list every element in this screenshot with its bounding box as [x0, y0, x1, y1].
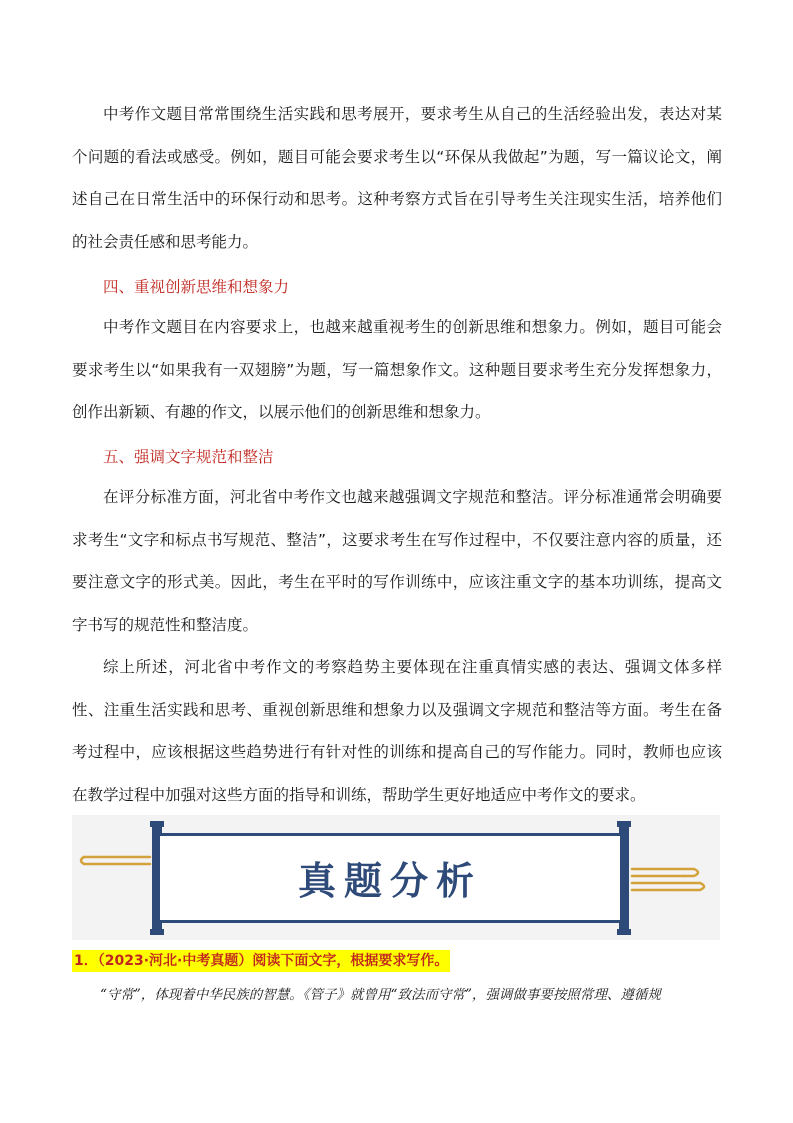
section-banner — [72, 815, 720, 940]
scroll-cap-bottom-right — [617, 929, 631, 935]
paragraph-life-practice: 中考作文题目常常围绕生活实践和思考展开，要求考生从自己的生活经验出发，表达对某个问题的看法或感受。例如，题目可能会要求考生以“环保从我做起”为题，写一篇议论文，阐述自己在日常生活中的环保行动和思考。这种考察方式旨在引导考生关注现实生活，培养他们的社会责任感和思考能力。 — [72, 105, 722, 251]
scroll-cap-top-left — [150, 821, 164, 827]
scroll-cap-top-right — [617, 821, 631, 827]
paragraph-innovation: 中考作文题目在内容要求上，也越来越重视考生的创新思维和想象力。例如，题目可能会要求考生以“如果我有一双翅膀”为题，写一篇想象作文。这种题目要求考生充分发挥想象力，创作出新颖、有趣的作文，以展示他们的创新思维和想象力。 — [72, 318, 722, 421]
question-text: “守常”，体现着中华民族的智慧。《管子》就曾用“致法而守常”，强调做事要按照常理、遵循规 — [100, 987, 661, 1003]
banner-title: 真题分析 — [297, 858, 482, 903]
section-heading-innovation: 四、重视创新思维和想象力 — [103, 278, 290, 296]
paragraph-summary: 综上所述，河北省中考作文的考察趋势主要体现在注重真情实感的表达、强调文体多样性、注重生活实践和思考、重视创新思维和想象力以及强调文字规范和整洁等方面。考生在备考过程中，应该根据这些趋势进行有针对性的训练和提高自己的写作能力。同时，教师也应该在教学过程中加强对这些方面的指导和训练，帮助学生更好地适应中考作文的要求。 — [72, 658, 722, 804]
question-title: 1．（2023·河北·中考真题）阅读下面文字，根据要求写作。 — [72, 950, 450, 972]
scroll-cap-bottom-left — [150, 929, 164, 935]
scroll-paper — [157, 833, 623, 923]
section-heading-writing-norms: 五、强调文字规范和整洁 — [103, 448, 274, 466]
paragraph-writing-norms: 在评分标准方面，河北省中考作文也越来越强调文字规范和整洁。评分标准通常会明确要求考生“文字和标点书写规范、整洁”，这要求考生在写作过程中，不仅要注意内容的质量，还要注意文字的形式美。因此，考生在平时的写作训练中，应该注重文字的基本功训练，提高文字书写的规范性和整洁度。 — [72, 488, 722, 634]
